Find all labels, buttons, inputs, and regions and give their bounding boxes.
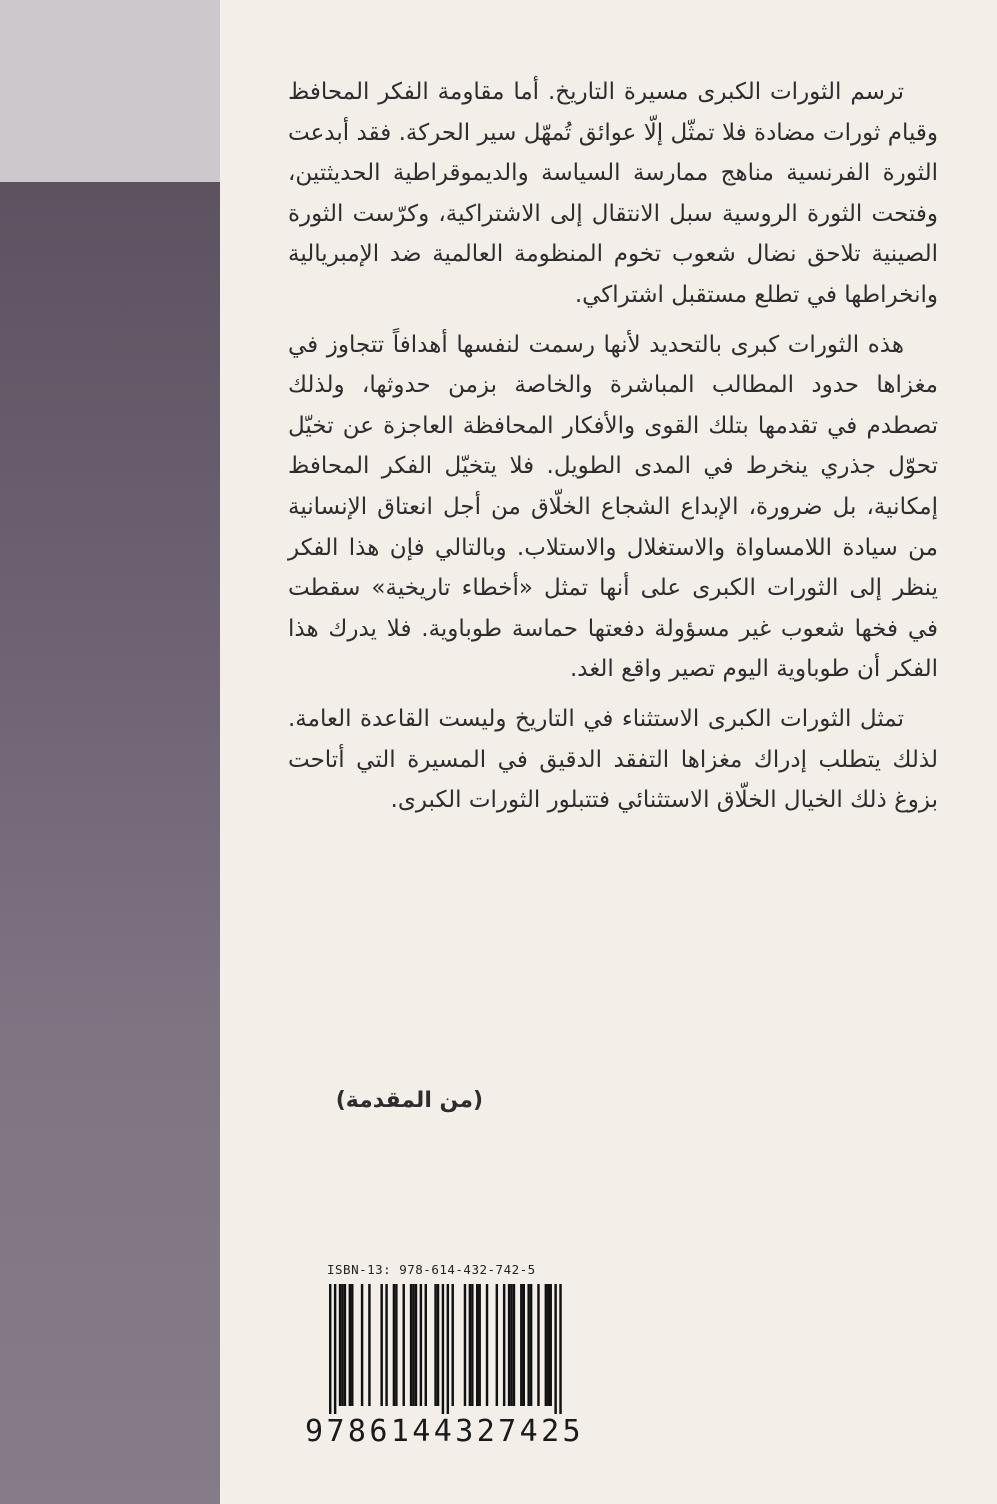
- isbn-barcode: [305, 1262, 584, 1462]
- barcode-bar: [559, 1284, 561, 1414]
- barcode-bar: [496, 1284, 498, 1406]
- barcode-bars: [305, 1284, 573, 1414]
- source-note: (من المقدمة): [335, 1088, 483, 1113]
- barcode-bar: [530, 1284, 532, 1406]
- barcode-bar: [503, 1284, 505, 1406]
- barcode-bar: [523, 1284, 525, 1406]
- cover-band-dark: [0, 182, 220, 1504]
- barcode-bar: [351, 1284, 353, 1406]
- barcode-bar: [520, 1284, 522, 1406]
- barcode-bar: [412, 1284, 414, 1406]
- barcode-bar: [349, 1284, 351, 1406]
- barcode-bar: [452, 1284, 454, 1406]
- barcode-bar: [550, 1284, 552, 1406]
- barcode-bar: [393, 1284, 395, 1406]
- blurb-paragraph-3: تمثل الثورات الكبرى الاستثناء في التاريخ وليست القاعدة العامة. لذلك يتطلب إدراك مغزاها التفقد الدقيق في المسيرة التي أتاحت بزوغ ذلك الخيال الخلّاق الاستثنائي فتتبلور الثورات الكبرى.: [288, 705, 938, 814]
- barcode-bar: [471, 1284, 473, 1406]
- barcode-bar: [380, 1284, 382, 1406]
- barcode-bar: [527, 1284, 529, 1406]
- barcode-bar: [469, 1284, 471, 1406]
- barcode-bar: [513, 1284, 515, 1406]
- barcode-bar: [415, 1284, 417, 1406]
- barcode-bar: [447, 1284, 449, 1414]
- barcode-bar: [425, 1284, 427, 1406]
- barcode-bar: [508, 1284, 510, 1406]
- barcode-bar: [486, 1284, 488, 1406]
- isbn-label: ISBN-13: 978-614-432-742-5: [327, 1262, 536, 1277]
- barcode-bar: [434, 1284, 436, 1406]
- barcode-bar: [554, 1284, 556, 1414]
- barcode-bar: [537, 1284, 539, 1406]
- barcode-bar: [403, 1284, 405, 1406]
- barcode-digits: 9786144327425: [305, 1414, 584, 1449]
- barcode-bar: [410, 1284, 412, 1406]
- blurb-paragraph-1: ترسم الثورات الكبرى مسيرة التاريخ. أما مقاومة الفكر المحافظ وقيام ثورات مضادة فلا تمثّل إلّا عوائق تُمهّل سير الحركة. فقد أبدعت الثورة الفرنسية مناهج ممارسة السياسة والديموقراطية الحديثتين، وفتحت الثورة الروسية سبل الانتقال إلى الاشتراكية، وكرّست الثورة الصينية تلاحق نضال شعوب تخوم المنظومة العالمية ضد الإمبريالية وانخراطها في تطلع مستقبل اشتراكي.: [288, 79, 938, 308]
- barcode-bar: [478, 1284, 480, 1406]
- barcode-bar: [437, 1284, 439, 1406]
- barcode-bar: [395, 1284, 397, 1406]
- barcode-bar: [545, 1284, 547, 1406]
- blurb-text: [288, 72, 938, 830]
- barcode-bar: [334, 1284, 336, 1414]
- barcode-bar: [385, 1284, 387, 1406]
- barcode-bar: [476, 1284, 478, 1406]
- barcode-bar: [329, 1284, 331, 1414]
- barcode-bar: [442, 1284, 444, 1414]
- barcode-bar: [368, 1284, 370, 1406]
- cover-side-band: [0, 0, 220, 1504]
- barcode-bar: [361, 1284, 363, 1406]
- barcode-bar: [344, 1284, 346, 1406]
- barcode-bar: [339, 1284, 341, 1406]
- barcode-bar: [341, 1284, 343, 1406]
- barcode-bar: [547, 1284, 549, 1406]
- barcode-bar: [420, 1284, 422, 1406]
- barcode-bar: [464, 1284, 466, 1406]
- cover-band-light: [0, 0, 220, 182]
- blurb-paragraph-2: هذه الثورات كبرى بالتحديد لأنها رسمت لنفسها أهدافاً تتجاوز في مغزاها حدود المطالب المباشرة والخاصة بزمن حدوثها، ولذلك تصطدم في تقدمها بتلك القوى والأفكار المحافظة العاجزة عن تخيّل تحوّل جذري ينخرط في المدى الطويل. فلا يتخيّل الفكر المحافظ إمكانية، بل ضرورة، الإبداع الشجاع الخلّاق من أجل انعتاق الإنسانية من سيادة اللامساواة والاستغلال والاستلاب. وبالتالي فإن هذا الفكر ينظر إلى الثورات الكبرى على أنها تمثل «أخطاء تاريخية» سقطت في فخها شعوب غير مسؤولة دفعتها حماسة طوباوية. فلا يدرك هذا الفكر أن طوباوية اليوم تصير واقع الغد.: [288, 331, 938, 683]
- barcode-bar: [510, 1284, 512, 1406]
